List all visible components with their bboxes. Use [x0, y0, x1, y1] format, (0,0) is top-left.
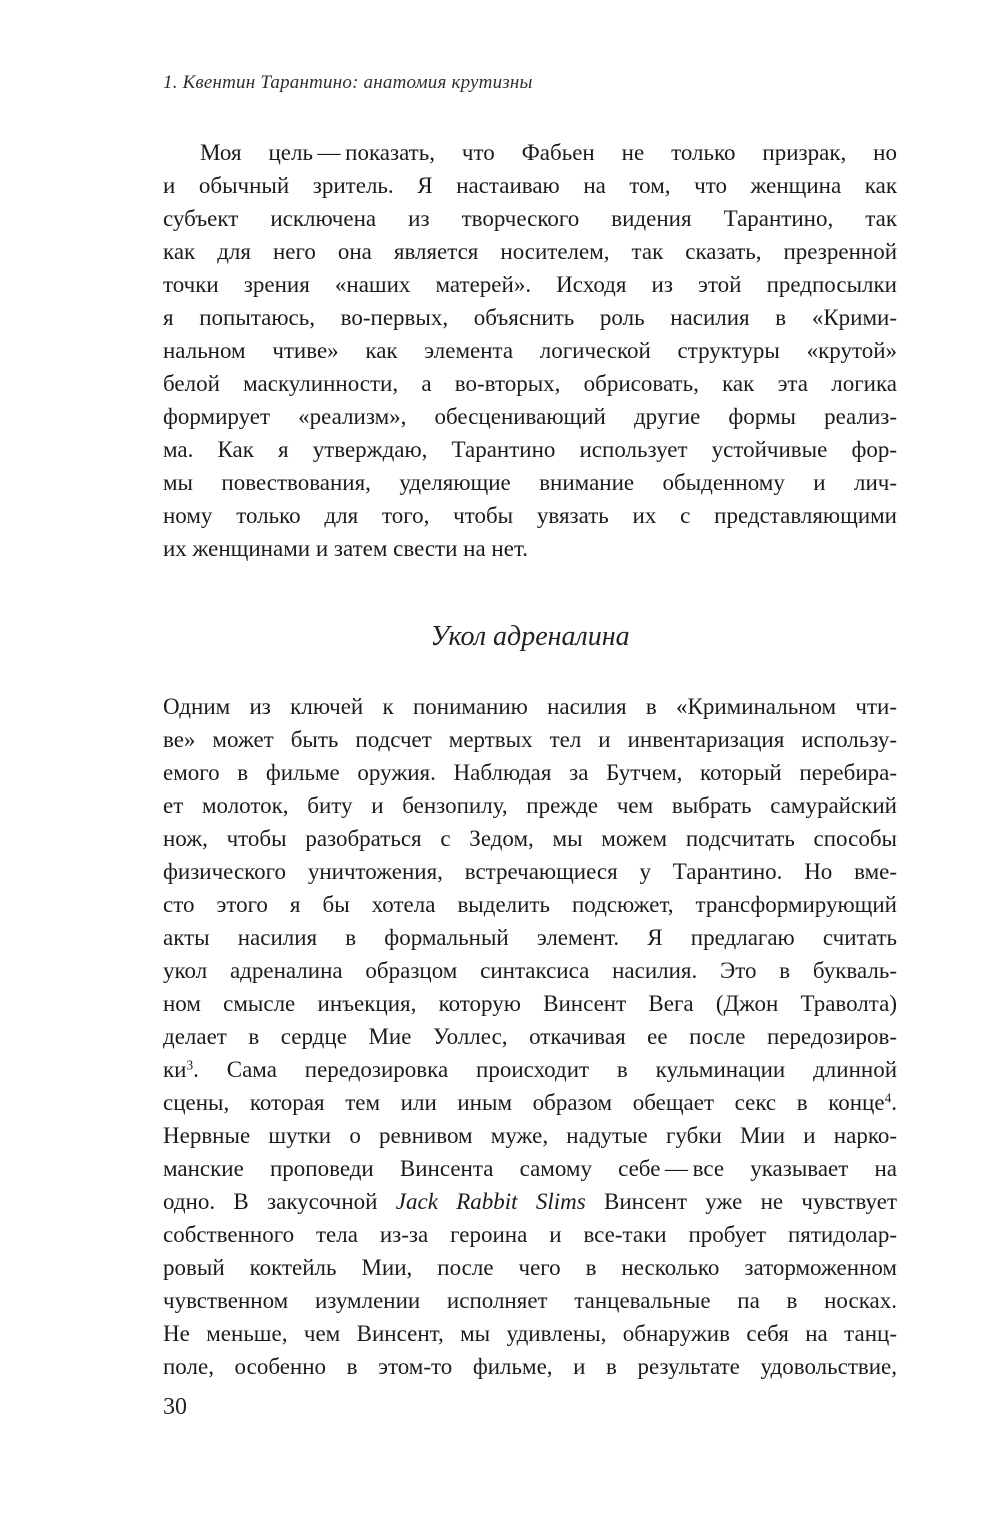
text-run: мы повествования, уделяющие внимание обыденному и лич-	[163, 470, 897, 495]
text-line	[163, 1053, 897, 1086]
text-run: ном смысле инъекция, которую Винсент Вега (Джон Траволта)	[163, 991, 897, 1016]
text-line	[163, 301, 897, 334]
text-run: емого в фильме оружия. Наблюдая за Бутчем, который перебира-	[163, 760, 897, 785]
text-line	[163, 723, 897, 756]
text-run: ки	[163, 1057, 187, 1082]
text-run: Винсент уже не чувствует	[585, 1189, 897, 1214]
text-line	[163, 1119, 897, 1152]
text-run: их женщинами и затем свести на нет.	[163, 536, 529, 561]
text-line	[163, 169, 897, 202]
text-block	[163, 136, 897, 1383]
text-run: ному только для того, чтобы увязать их с представляющими	[163, 503, 897, 528]
text-run: чувственном изумлении исполняет танцевальные па в носках.	[163, 1288, 897, 1313]
text-line	[163, 789, 897, 822]
footnote-marker: 4	[884, 1090, 892, 1106]
text-run: собственного тела из-за героина и все-таки пробует пятидолар-	[163, 1222, 897, 1247]
text-run: я попытаюсь, во-первых, объяснить роль насилия в «Крими-	[163, 305, 897, 330]
text-run: и обычный зритель. Я настаиваю на том, что женщина как	[163, 173, 897, 198]
text-run: точки зрения «наших матерей». Исходя из этой предпосылки	[163, 272, 897, 297]
text-line	[163, 433, 897, 466]
text-run: ровый коктейль Мии, после чего в несколько заторможенном	[163, 1255, 897, 1280]
text-line	[163, 1020, 897, 1053]
text-line	[163, 756, 897, 789]
text-run: ве» может быть подсчет мертвых тел и инвентаризация использу-	[163, 727, 897, 752]
text-line	[163, 1218, 897, 1251]
text-run: субъект исключена из творческого видения Тарантино, так	[163, 206, 897, 231]
text-run: нальном чтиве» как элемента логической структуры «крутой»	[163, 338, 897, 363]
text-run: одно. В закусочной	[163, 1189, 396, 1214]
text-run: формирует «реализм», обесценивающий другие формы реализ-	[163, 404, 897, 429]
text-line	[163, 202, 897, 235]
text-run: Моя цель — показать, что Фабьен не только призрак, но	[200, 140, 897, 165]
text-line	[163, 367, 897, 400]
text-line	[163, 532, 897, 565]
text-line	[163, 1284, 897, 1317]
text-run: белой маскулинности, а во-вторых, обрисовать, как эта логика	[163, 371, 897, 396]
text-run: укол адреналина образцом синтаксиса насилия. Это в букваль-	[163, 958, 897, 983]
text-line	[163, 954, 897, 987]
text-line	[163, 1317, 897, 1350]
text-run: сто этого я бы хотела выделить подсюжет, трансформирующий	[163, 892, 897, 917]
text-run: поле, особенно в этом-то фильме, и в результате удовольствие,	[163, 1354, 897, 1379]
text-line	[163, 921, 897, 954]
text-run: Не меньше, чем Винсент, мы удивлены, обнаружив себя на танц-	[163, 1321, 897, 1346]
text-line	[163, 1086, 897, 1119]
text-run: ет молоток, биту и бензопилу, прежде чем выбрать самурайский	[163, 793, 897, 818]
text-run: сцены, которая тем или иным образом обещает секс в конце	[163, 1090, 885, 1115]
text-run: . Сама передозировка происходит в кульминации длинной	[193, 1057, 897, 1082]
text-run: .	[891, 1090, 897, 1115]
text-run: акты насилия в формальный элемент. Я предлагаю считать	[163, 925, 897, 950]
text-line	[163, 1350, 897, 1383]
text-line	[163, 400, 897, 433]
text-run: физического уничтожения, встречающиеся у Тарантино. Но вме-	[163, 859, 897, 884]
text-line	[163, 855, 897, 888]
text-run: Нервные шутки о ревнивом муже, надутые губки Мии и нарко-	[163, 1123, 897, 1148]
text-line	[163, 136, 897, 169]
text-line	[163, 690, 897, 723]
text-run: ма. Как я утверждаю, Тарантино использует устойчивые фор-	[163, 437, 897, 462]
paragraph-1	[163, 136, 897, 565]
text-line	[163, 888, 897, 921]
text-line	[163, 235, 897, 268]
text-run: нож, чтобы разобраться с Зедом, мы можем подсчитать способы	[163, 826, 897, 851]
text-line	[163, 1185, 897, 1218]
text-run: Одним из ключей к пониманию насилия в «Криминальном чти-	[163, 694, 897, 719]
text-run: делает в сердце Мие Уоллес, откачивая ее после передозиров-	[163, 1024, 897, 1049]
section-heading: Укол адреналина	[430, 621, 630, 652]
text-run: как для него она является носителем, так сказать, презренной	[163, 239, 897, 264]
text-line	[163, 1152, 897, 1185]
page-number: 30	[163, 1394, 187, 1420]
text-line	[163, 499, 897, 532]
text-line	[163, 334, 897, 367]
text-line	[163, 1251, 897, 1284]
italic-text: Jack Rabbit Slims	[395, 1189, 586, 1214]
footnote-marker: 3	[186, 1057, 194, 1073]
paragraph-2	[163, 690, 897, 1383]
text-line	[163, 268, 897, 301]
text-line	[163, 466, 897, 499]
running-header: 1. Квентин Тарантино: анатомия крутизны	[163, 72, 533, 93]
text-run: манские проповеди Винсента самому себе — все указывает на	[163, 1156, 897, 1181]
text-line	[163, 987, 897, 1020]
text-line	[163, 822, 897, 855]
